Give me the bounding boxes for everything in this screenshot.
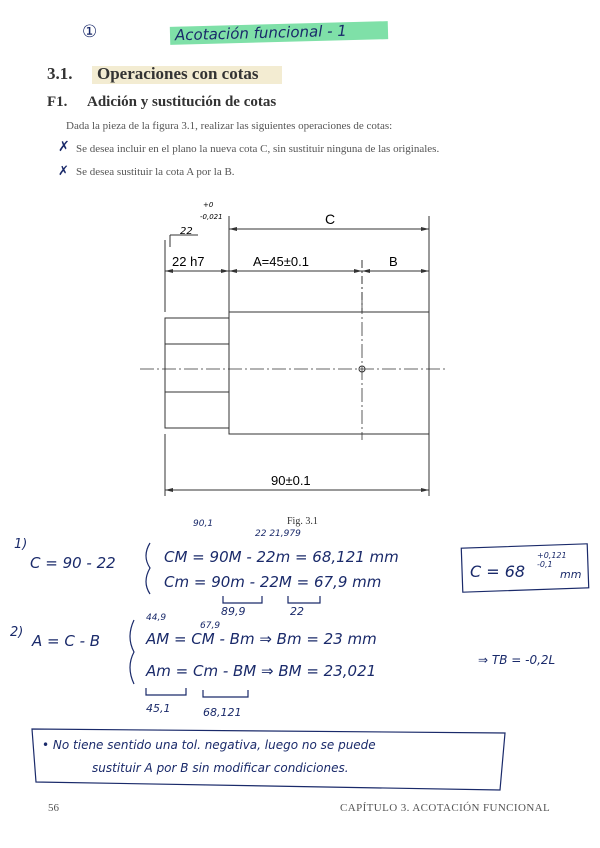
conclusion-line1: • No tiene sentido una tol. negativa, luego no se puede — [42, 738, 376, 752]
case2-under-c: 68,121 — [203, 706, 242, 719]
exercise-intro: Dada la pieza de la figura 3.1, realizar las siguientes operaciones de cotas: — [66, 120, 393, 132]
exercise-title: Adición y sustitución de cotas — [87, 94, 277, 110]
conclusion-line2: sustituir A por B sin modificar condiciones. — [92, 761, 349, 775]
tol-upper: +0 — [203, 201, 214, 209]
case1-line2: Cm = 90m - 22M = 67,9 mm — [164, 573, 382, 591]
case1-result: C = 68 — [470, 562, 526, 581]
case1-result-unit: mm — [560, 568, 582, 581]
page-number: 56 — [48, 802, 59, 814]
case1-under2: 22 — [290, 605, 304, 618]
label-22h7: 22 h7 — [172, 254, 205, 269]
cross-mark-1: ✗ — [58, 139, 70, 155]
exercise-item-2: Se desea sustituir la cota A por la B. — [76, 166, 235, 178]
label-a: A=45±0.1 — [253, 254, 309, 269]
case1-result-tol-lower: -0,1 — [537, 560, 553, 569]
case1-equation: C = 90 - 22 — [30, 554, 116, 572]
chapter-footer: CAPÍTULO 3. ACOTACIÓN FUNCIONAL — [340, 802, 551, 814]
case2-label: 2) — [10, 625, 24, 640]
cross-mark-2: ✗ — [58, 164, 69, 179]
tol-base: 22 — [180, 226, 193, 237]
case1-brace — [146, 543, 150, 594]
case2-line2: Am = Cm - BM ⇒ BM = 23,021 — [146, 662, 377, 680]
case2-line1: AM = CM - Bm ⇒ Bm = 23 mm — [146, 630, 377, 648]
label-total: 90±0.1 — [271, 473, 311, 488]
label-c: C — [325, 211, 336, 227]
case1-label: 1) — [14, 537, 28, 552]
tol-lower: -0,021 — [200, 213, 223, 221]
label-b: B — [389, 254, 398, 269]
case1-under1: 89,9 — [221, 605, 246, 618]
exercise-item-1: Se desea incluir en el plano la nueva cota C, sin sustituir ninguna de las originales. — [76, 143, 440, 155]
number-mark: ① — [82, 22, 98, 42]
figure-caption: Fig. 3.1 — [287, 516, 318, 527]
case2-note-tb: ⇒ TB = -0,2L — [478, 653, 556, 667]
section-title: Operaciones con cotas — [97, 64, 259, 83]
case1-line1: CM = 90M - 22m = 68,121 mm — [164, 548, 399, 566]
case1-sup1: 90,1 — [193, 519, 214, 529]
exercise-number: F1. — [47, 94, 68, 110]
case2-brace — [130, 620, 134, 684]
case2-equation: A = C - B — [32, 632, 101, 650]
case2-sup-a: 44,9 — [146, 613, 167, 623]
case2-sup-c: 67,9 — [200, 621, 221, 631]
section-number: 3.1. — [47, 64, 73, 83]
part-body — [229, 312, 429, 434]
case1-result-tol-upper: +0,121 — [537, 551, 567, 560]
topic-handwritten: Acotación funcional - 1 — [174, 21, 348, 45]
part-shaft — [165, 318, 229, 428]
case1-sup2: 22 21,979 — [255, 529, 301, 539]
case2-under-a: 45,1 — [146, 702, 171, 715]
